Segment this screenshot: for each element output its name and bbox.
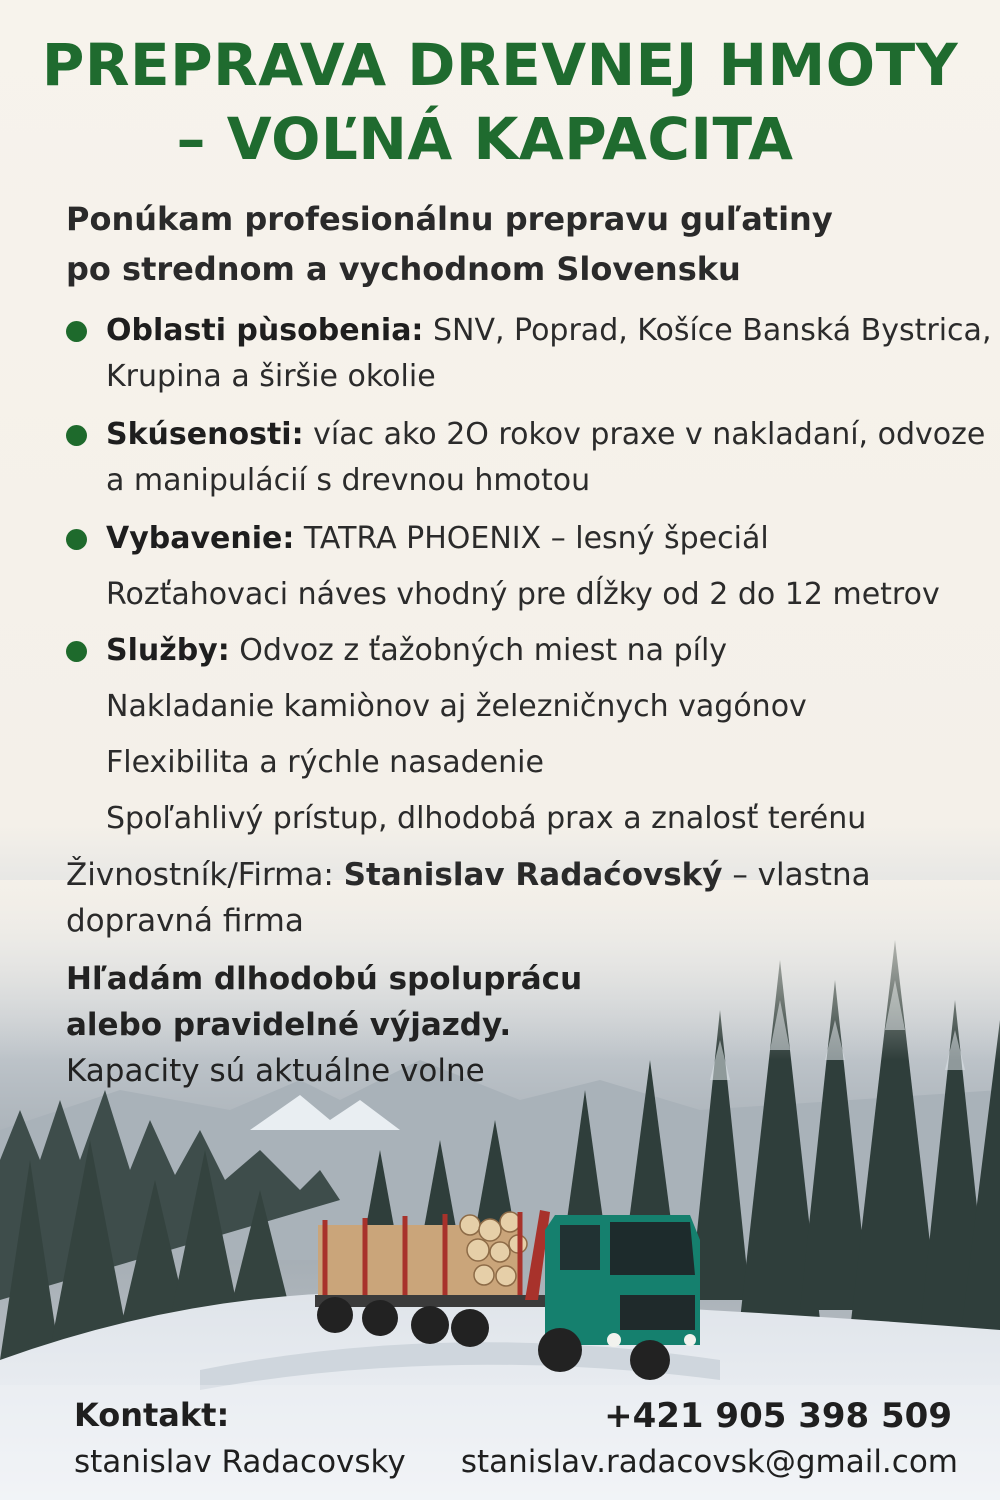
subtitle-line-1: Ponúkam profesionálnu prepravu guľatiny	[66, 200, 833, 238]
contact-phone[interactable]: +421 905 398 509	[604, 1396, 952, 1436]
bullet-text: SNV, Poprad, Košíce Banská Bystrica, Krupina a širšie okolie	[106, 313, 992, 394]
contact-email[interactable]: stanislav.radacovsk@gmail.com	[460, 1444, 958, 1480]
bullet-label: Oblasti pùsobenia:	[106, 313, 424, 348]
bullet-label: Skúsenosti:	[106, 417, 304, 452]
bullet-extra-line: Nakladanie kamiònov aj železničnych vagónov	[106, 689, 807, 724]
bullet-text: Odvoz z ťažobných miest na píly	[229, 633, 728, 668]
bullet-dot-icon	[66, 321, 87, 342]
bullet-text: TATRA PHOENIX – lesný špeciál	[294, 521, 769, 556]
title-line-2: – VOĽNÁ KAPACITA	[176, 105, 794, 173]
capacity-line: Kapacity sú aktuálne volne	[66, 1053, 485, 1089]
cooperation-line-1: Hľadám dlhodobú spoluprácu	[66, 961, 583, 997]
bullet-extra-line: Rozťahovaci náves vhodný pre dĺžky od 2 do 12 metrov	[106, 577, 940, 612]
firm-info	[66, 852, 946, 944]
bullet-experience	[66, 412, 996, 504]
firm-suffix: – vlastna dopravná firma	[66, 857, 871, 939]
bullet-areas	[66, 308, 996, 400]
bullet-dot-icon	[66, 641, 87, 662]
bullet-equipment	[66, 516, 996, 618]
bullet-list	[66, 308, 996, 842]
bullet-extra-line: Flexibilita a rýchle nasadenie	[106, 745, 544, 780]
bullet-extra-line: Spoľahlivý prístup, dlhodobá prax a znalosť terénu	[106, 801, 867, 836]
contact-label: Kontakt:	[74, 1396, 230, 1434]
contact-name: stanislav Radacovsky	[74, 1444, 406, 1480]
title-line-1: PREPRAVA DREVNEJ HMOTY	[41, 31, 959, 99]
bullet-label: Služby:	[106, 633, 230, 668]
bullet-label: Vybavenie:	[106, 521, 295, 556]
subtitle-line-2: po strednom a vychodnom Slovensku	[66, 250, 741, 288]
subtitle	[66, 194, 966, 294]
bullet-text: víac ako 2O rokov praxe v nakladaní, odvoze a manipulácií s drevnou hmotou	[106, 417, 986, 498]
cooperation-block	[66, 956, 666, 1094]
firm-name: Stanislav Radaćovský	[343, 857, 723, 893]
cooperation-line-2: alebo pravidelné výjazdy.	[66, 1007, 512, 1043]
bullet-services	[66, 628, 996, 842]
firm-prefix: Živnostník/Firma:	[66, 857, 344, 893]
bullet-dot-icon	[66, 425, 87, 446]
bullet-dot-icon	[66, 529, 87, 550]
page-title	[0, 28, 1000, 176]
